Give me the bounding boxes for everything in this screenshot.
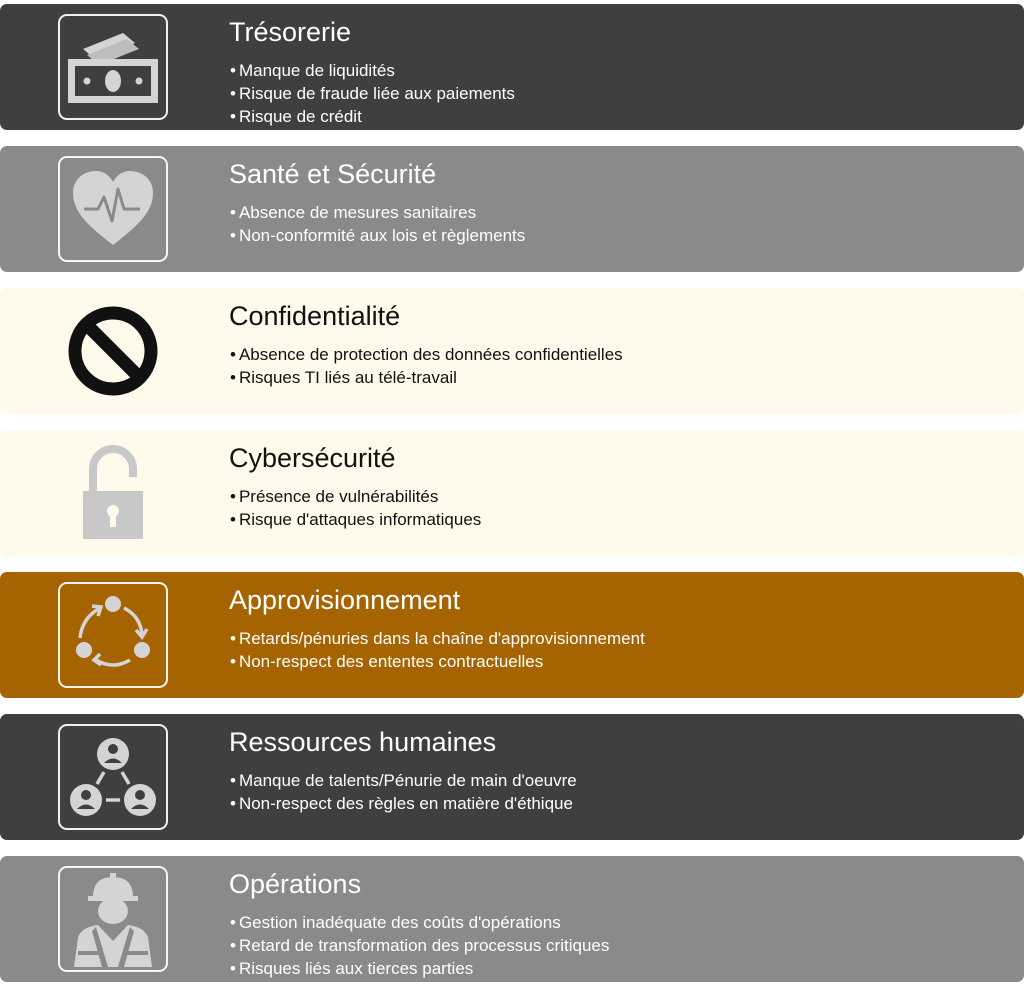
bullet-item: • Retard de transformation des processus critiques	[230, 934, 609, 957]
bullet-list	[230, 911, 609, 980]
bullet-item: • Non-respect des règles en matière d'éthique	[230, 792, 577, 815]
bullet-item: • Manque de liquidités	[230, 59, 515, 82]
bullet-item: • Absence de mesures sanitaires	[230, 201, 525, 224]
bullet-item: • Manque de talents/Pénurie de main d'oeuvre	[230, 769, 577, 792]
bullet-list	[230, 769, 577, 815]
panel-sante-securite	[0, 146, 1024, 272]
bullet-item: • Absence de protection des données confidentielles	[230, 343, 623, 366]
panel-cybersecurite	[0, 430, 1024, 556]
panel-title: Ressources humaines	[229, 727, 497, 757]
bullet-item: • Gestion inadéquate des coûts d'opérations	[230, 911, 609, 934]
icon-frame	[58, 866, 168, 972]
prohibited-icon	[67, 305, 159, 397]
icon-frame	[58, 724, 168, 830]
bullet-item: • Risques TI liés au télé-travail	[230, 366, 623, 389]
unlocked-padlock-icon	[73, 443, 153, 543]
panel-title: Santé et Sécurité	[229, 159, 437, 189]
bullet-list	[230, 343, 623, 389]
bullet-item: • Risque de crédit	[230, 105, 515, 128]
panel-title: Cybersécurité	[229, 443, 396, 473]
bullet-list	[230, 201, 525, 247]
panel-approvisionnement	[0, 572, 1024, 698]
bullet-item: • Retards/pénuries dans la chaîne d'approvisionnement	[230, 627, 645, 650]
panel-ressources-humaines	[0, 714, 1024, 840]
bullet-list	[230, 627, 645, 673]
icon-frame	[58, 156, 168, 262]
icon-frame	[58, 582, 168, 688]
bullet-item: • Non-conformité aux lois et règlements	[230, 224, 525, 247]
bullet-item: • Risques liés aux tierces parties	[230, 957, 609, 980]
panel-title: Opérations	[229, 869, 362, 899]
panel-title: Trésorerie	[229, 17, 352, 47]
heart-pulse-icon	[70, 169, 156, 249]
panel-title: Confidentialité	[229, 301, 401, 331]
panel-confidentialite	[0, 288, 1024, 414]
bullet-item: • Présence de vulnérabilités	[230, 485, 481, 508]
money-icon	[65, 27, 161, 107]
bullet-item: • Risque d'attaques informatiques	[230, 508, 481, 531]
bullet-item: • Non-respect des ententes contractuelles	[230, 650, 645, 673]
panel-operations	[0, 856, 1024, 982]
cycle-icon	[68, 590, 158, 680]
icon-frame	[58, 14, 168, 120]
bullet-list	[230, 485, 481, 531]
icon-frame	[58, 298, 168, 404]
bullet-item: • Risque de fraude liée aux paiements	[230, 82, 515, 105]
panel-tresorerie	[0, 4, 1024, 130]
panel-title: Approvisionnement	[229, 585, 461, 615]
icon-frame	[58, 440, 168, 546]
bullet-list	[230, 59, 515, 128]
people-network-icon	[68, 732, 158, 822]
worker-hardhat-icon	[68, 871, 158, 967]
